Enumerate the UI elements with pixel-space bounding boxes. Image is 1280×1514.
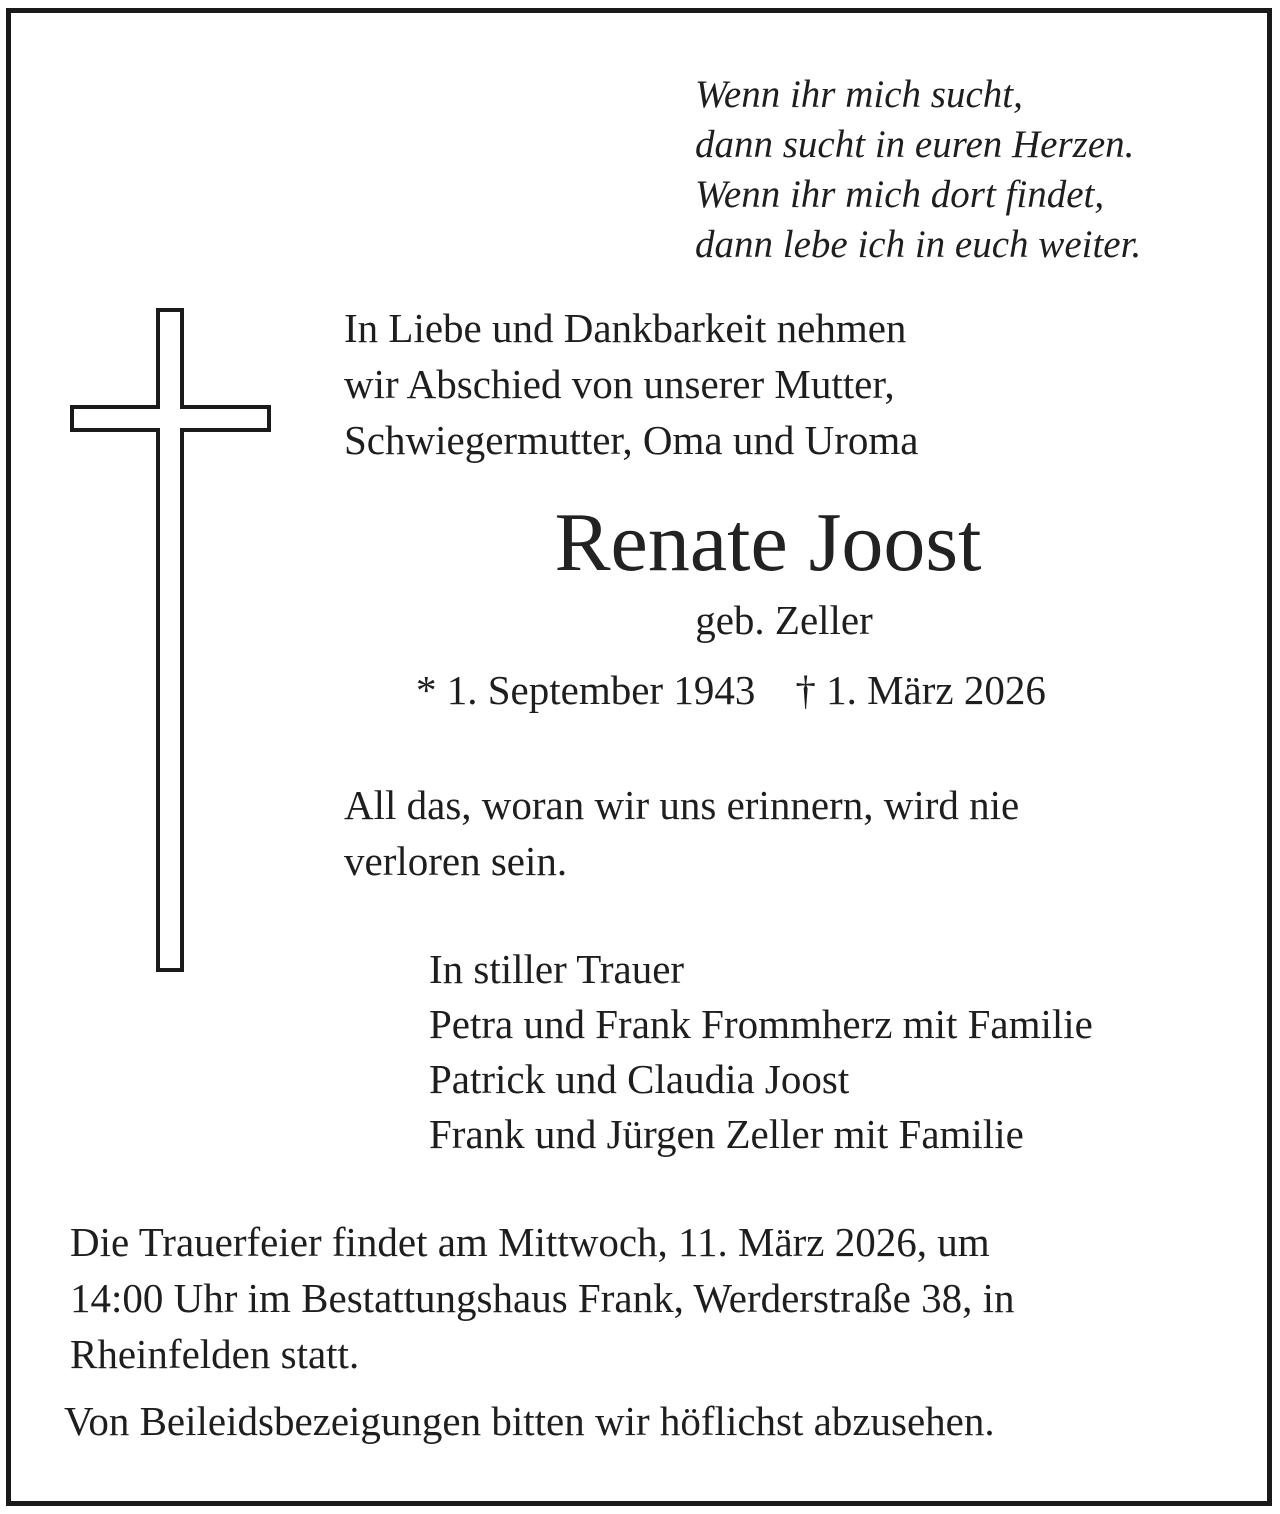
condolence-note: Von Beileidsbezeigungen bitten wir höflichst abzusehen. xyxy=(64,1398,995,1444)
intro-text xyxy=(344,300,918,468)
service-line-3: Rheinfelden statt. xyxy=(70,1331,360,1377)
memory-line-1: All das, woran wir uns erinnern, wird nie xyxy=(344,782,1020,828)
mourner-line: Patrick und Claudia Joost xyxy=(429,1056,850,1102)
mourner-line: Frank und Jürgen Zeller mit Familie xyxy=(429,1111,1024,1157)
deceased-name: Renate Joost xyxy=(554,496,982,589)
poem-line-4: dann lebe ich in euch weiter. xyxy=(695,223,1142,266)
memory-quote xyxy=(344,777,1019,889)
poem xyxy=(695,70,1141,270)
mourners-heading: In stiller Trauer xyxy=(429,946,685,992)
intro-line-1: In Liebe und Dankbarkeit nehmen xyxy=(344,305,907,351)
poem-line-2: dann sucht in euren Herzen. xyxy=(695,123,1135,166)
intro-line-2: wir Abschied von unserer Mutter, xyxy=(344,361,895,407)
mourners-list xyxy=(429,942,1093,1162)
service-line-1: Die Trauerfeier findet am Mittwoch, 11. März 2026, um xyxy=(70,1219,990,1265)
memory-line-2: verloren sein. xyxy=(344,838,568,884)
birth-date: * 1. September 1943 xyxy=(416,667,756,713)
intro-line-3: Schwiegermutter, Oma und Uroma xyxy=(344,417,919,463)
service-line-2: 14:00 Uhr im Bestattungshaus Frank, Werderstraße 38, in xyxy=(70,1275,1015,1321)
life-dates xyxy=(416,665,1046,715)
death-date: † 1. März 2026 xyxy=(795,667,1046,713)
mourner-line: Petra und Frank Frommherz mit Familie xyxy=(429,1001,1093,1047)
service-info xyxy=(70,1214,1014,1382)
maiden-name: geb. Zeller xyxy=(695,597,873,643)
poem-line-1: Wenn ihr mich sucht, xyxy=(695,73,1023,116)
poem-line-3: Wenn ihr mich dort findet, xyxy=(695,173,1105,216)
